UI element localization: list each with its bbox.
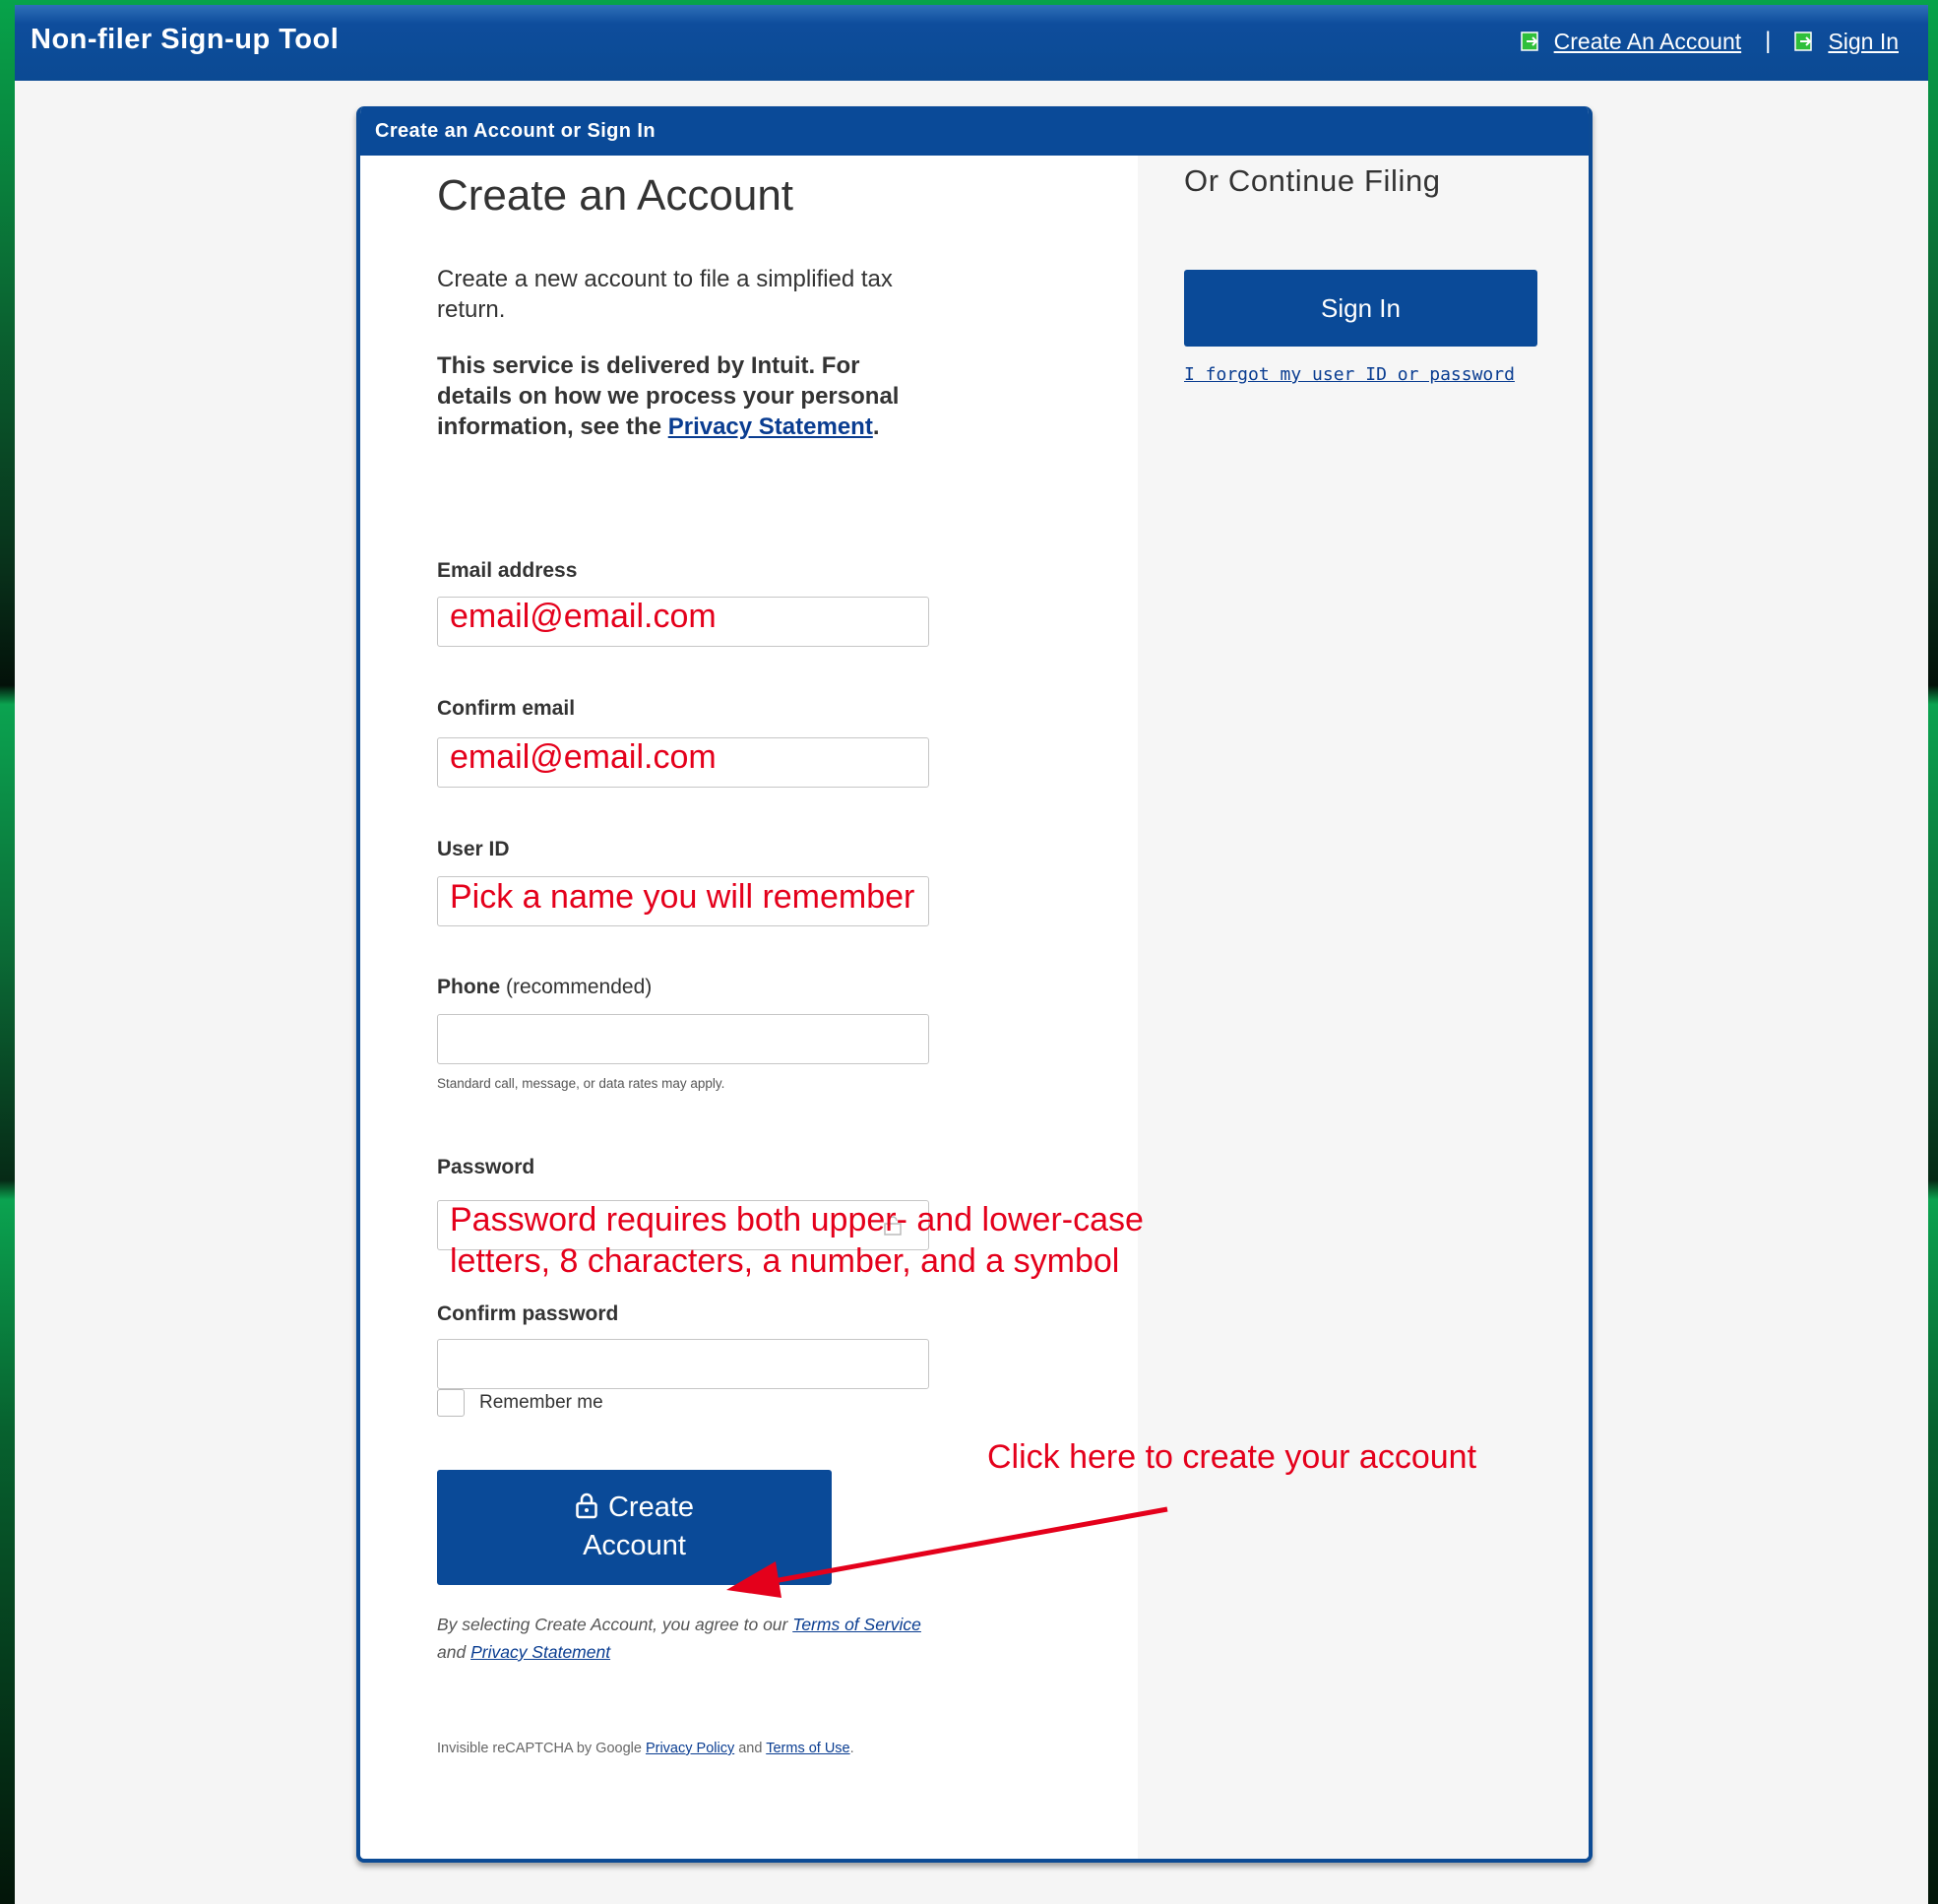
phone-label bbox=[437, 976, 652, 999]
create-account-heading: Create an Account bbox=[437, 171, 794, 220]
email-label: Email address bbox=[437, 559, 578, 582]
captcha-privacy-policy-link[interactable]: Privacy Policy bbox=[645, 1741, 735, 1756]
password-annotation-line-1: Password requires both upper- and lower-case bbox=[450, 1201, 1144, 1238]
confirm-password-label: Confirm password bbox=[437, 1302, 619, 1325]
auth-card bbox=[356, 106, 1593, 1863]
create-account-description: Create a new account to file a simplified tax return. bbox=[437, 266, 893, 323]
terms-privacy-statement-link[interactable]: Privacy Statement bbox=[470, 1642, 611, 1662]
email-annotation: email@email.com bbox=[450, 598, 717, 635]
create-button-annotation: Click here to create your account bbox=[987, 1438, 1477, 1476]
notice-period: . bbox=[872, 413, 880, 440]
exit-icon bbox=[1521, 32, 1540, 51]
create-account-button-text-1: Create bbox=[607, 1491, 695, 1523]
phone-field[interactable] bbox=[437, 1014, 929, 1064]
password-label: Password bbox=[437, 1156, 535, 1178]
page-frame bbox=[15, 5, 1928, 1904]
create-account-button-line-2: Account bbox=[583, 1530, 686, 1561]
captcha-period: . bbox=[849, 1741, 854, 1756]
privacy-statement-link[interactable]: Privacy Statement bbox=[667, 413, 873, 440]
sign-in-nav-label: Sign In bbox=[1828, 28, 1899, 54]
nav-separator: | bbox=[1765, 28, 1772, 54]
continue-filing-pane bbox=[1138, 156, 1589, 1859]
recaptcha-notice bbox=[437, 1741, 854, 1756]
top-navigation-bar bbox=[15, 5, 1928, 81]
confirm-email-annotation: email@email.com bbox=[450, 738, 717, 776]
continue-filing-heading: Or Continue Filing bbox=[1184, 163, 1441, 198]
phone-hint: Standard call, message, or data rates may apply. bbox=[437, 1076, 725, 1091]
terms-of-service-link[interactable]: Terms of Service bbox=[792, 1615, 921, 1634]
create-account-button-line-1 bbox=[437, 1491, 832, 1524]
user-id-annotation: Pick a name you will remember bbox=[450, 878, 915, 916]
app-title: Non-filer Sign-up Tool bbox=[31, 24, 340, 55]
create-account-button[interactable] bbox=[437, 1470, 832, 1585]
notice-text: This service is delivered by Intuit. For details on how we process your personal information, see the bbox=[437, 352, 900, 440]
card-header: Create an Account or Sign In bbox=[360, 106, 1589, 156]
password-annotation-line-2: letters, 8 characters, a number, and a symbol bbox=[450, 1242, 1120, 1280]
confirm-email-label: Confirm email bbox=[437, 697, 576, 720]
lock-icon bbox=[575, 1491, 598, 1519]
create-account-nav-link[interactable] bbox=[1521, 29, 1742, 55]
exit-icon bbox=[1794, 32, 1814, 51]
terms-notice bbox=[437, 1611, 921, 1666]
confirm-password-field[interactable] bbox=[437, 1339, 929, 1389]
intuit-privacy-notice bbox=[437, 350, 939, 442]
terms-prefix: By selecting Create Account, you agree to our bbox=[437, 1615, 788, 1634]
phone-label-sub: (recommended) bbox=[506, 976, 653, 998]
sign-in-nav-link[interactable] bbox=[1794, 29, 1899, 55]
remember-me-label: Remember me bbox=[479, 1392, 603, 1413]
sign-in-button[interactable]: Sign In bbox=[1184, 270, 1537, 347]
captcha-and: and bbox=[738, 1741, 763, 1756]
top-links bbox=[1521, 28, 1899, 55]
phone-label-text: Phone bbox=[437, 976, 501, 998]
captcha-terms-link[interactable]: Terms of Use bbox=[766, 1741, 850, 1756]
user-id-label: User ID bbox=[437, 838, 510, 860]
captcha-prefix: Invisible reCAPTCHA by Google bbox=[437, 1741, 642, 1756]
forgot-credentials-link[interactable]: I forgot my user ID or password bbox=[1184, 364, 1515, 385]
create-account-nav-label: Create An Account bbox=[1553, 28, 1742, 54]
terms-and: and bbox=[437, 1642, 467, 1662]
remember-me-checkbox[interactable] bbox=[437, 1389, 465, 1417]
